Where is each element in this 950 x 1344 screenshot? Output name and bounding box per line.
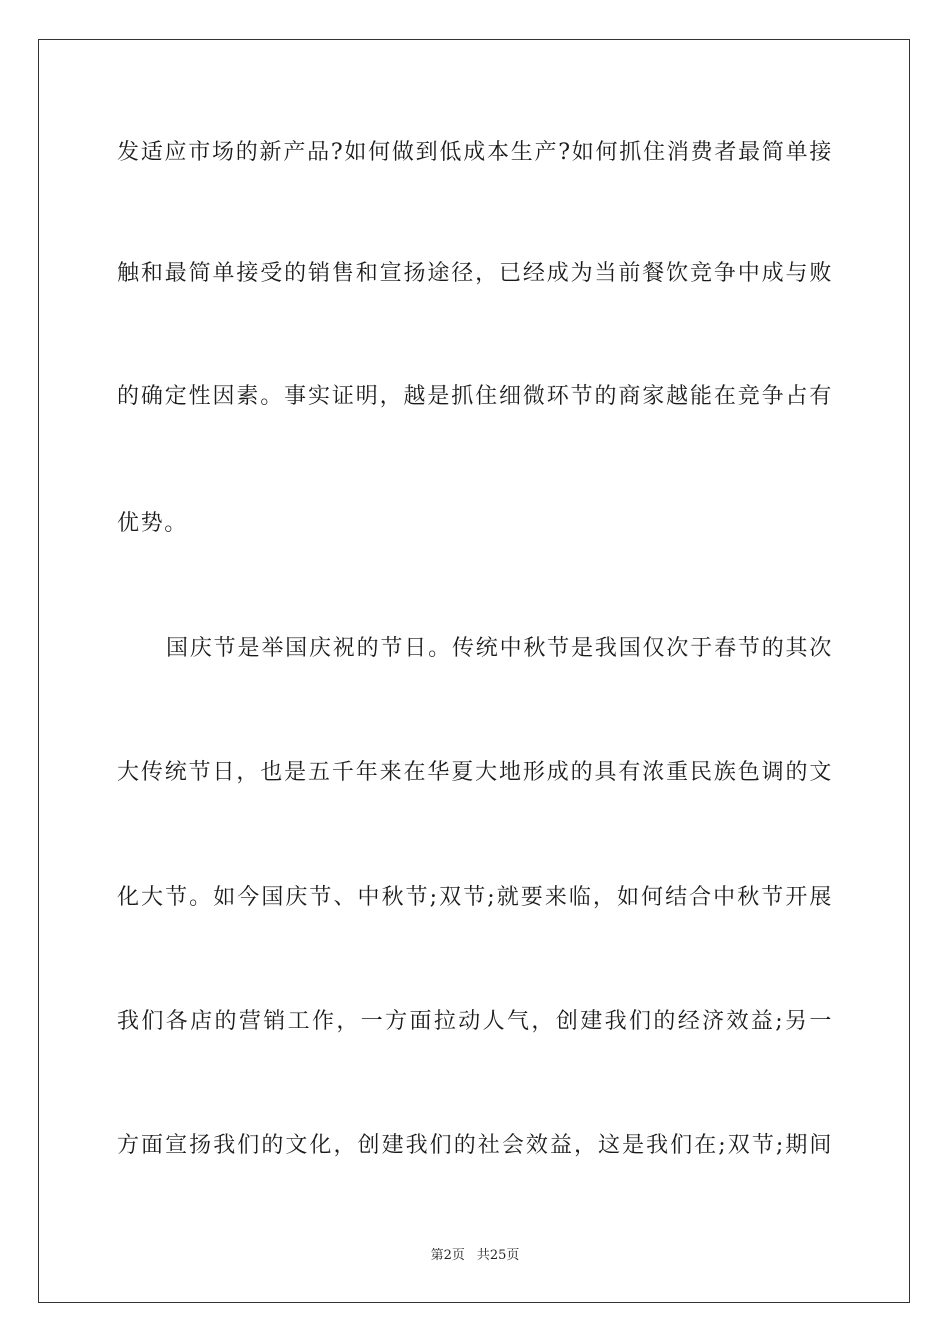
paragraph-line: 我们各店的营销工作，一方面拉动人气，创建我们的经济效益;另一 bbox=[117, 1009, 833, 1034]
paragraph-line: 触和最简单接受的销售和宣扬途径，已经成为当前餐饮竞争中成与败 bbox=[117, 261, 833, 286]
page-border bbox=[38, 39, 910, 1303]
paragraph-line: 的确定性因素。事实证明，越是抓住细微环节的商家越能在竞争占有 bbox=[117, 384, 833, 409]
paragraph-line: 化大节。如今国庆节、中秋节;双节;就要来临，如何结合中秋节开展 bbox=[117, 885, 833, 910]
page-total: 共25页 bbox=[476, 1248, 520, 1263]
paragraph-line: 优势。 bbox=[117, 511, 188, 536]
paragraph-line-indented: 国庆节是举国庆祝的节日。传统中秋节是我国仅次于春节的其次 bbox=[166, 636, 833, 661]
page-number: 第2页 bbox=[430, 1248, 465, 1263]
paragraph-line: 大传统节日，也是五千年来在华夏大地形成的具有浓重民族色调的文 bbox=[117, 760, 833, 785]
paragraph-line: 发适应市场的新产品?如何做到低成本生产?如何抓住消费者最简单接 bbox=[117, 140, 833, 165]
paragraph-line: 方面宣扬我们的文化，创建我们的社会效益，这是我们在;双节;期间 bbox=[117, 1133, 833, 1158]
page-footer bbox=[0, 1247, 950, 1265]
